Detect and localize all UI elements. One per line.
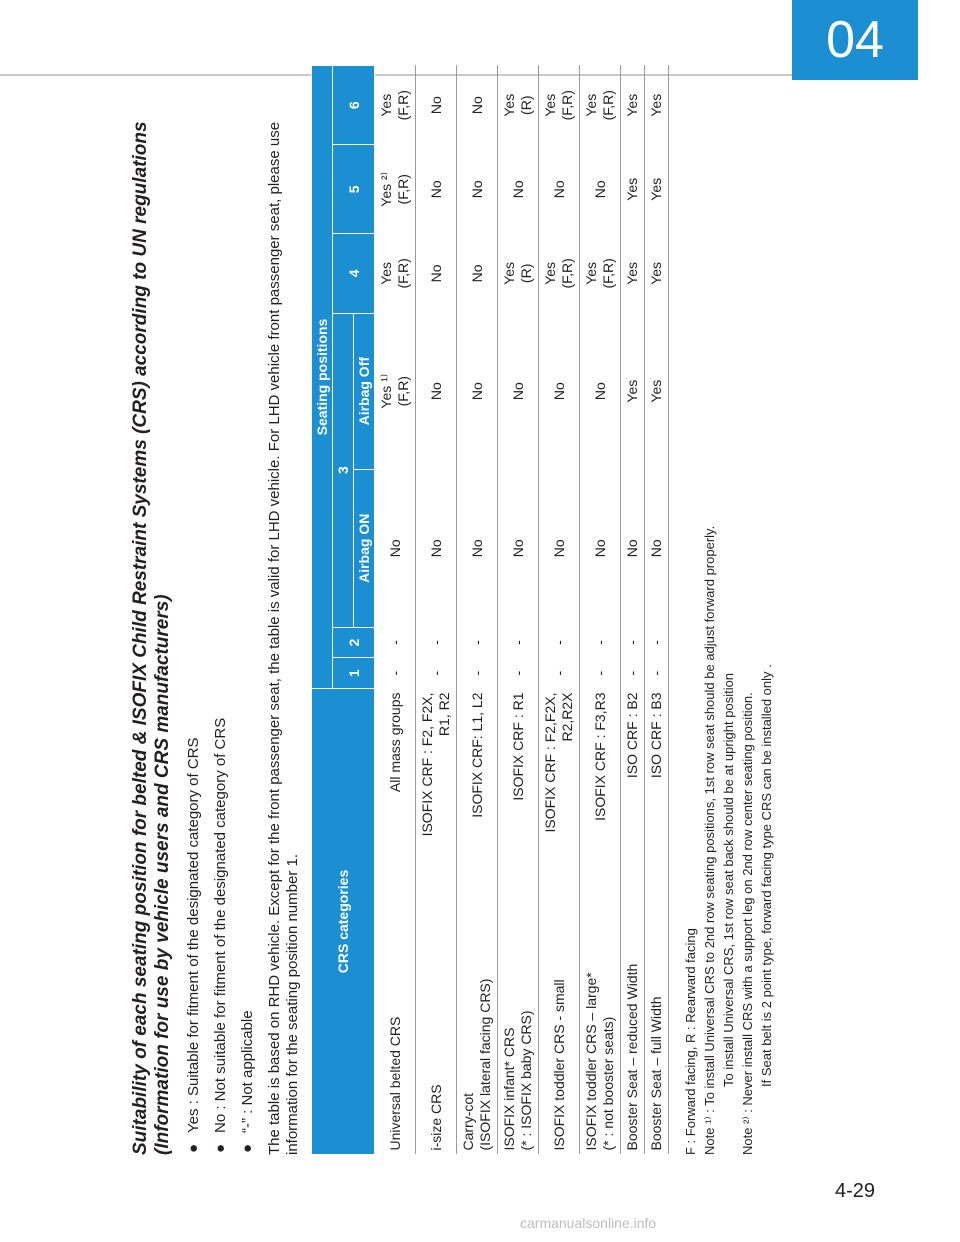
row-class: ISOFIX CRF : R1 [498, 689, 539, 903]
cell-pos-3-airbag-on: No [580, 469, 621, 627]
cell-pos-3-airbag-on: No [621, 469, 645, 627]
bullet-icon: ● [239, 1143, 256, 1153]
cell-pos-1: - [375, 658, 416, 689]
cell-pos-1: - [498, 658, 539, 689]
table-body [375, 66, 669, 1155]
row-category: ISOFIX infant* CRS (* : ISOFIX baby CRS) [498, 903, 539, 1155]
section-title: Suitability of each seating position for belted & ISOFIX Child Restraint Systems (CRS) according to UN regulations (Information for use by vehicle users and CRS manufacturers) [130, 121, 173, 1155]
cell-pos-2: - [375, 627, 416, 658]
cell-pos-5: Yes [621, 145, 645, 234]
cell-pos-3-airbag-off: No [416, 313, 457, 469]
cell-pos-2: - [621, 627, 645, 658]
cell-pos-2: - [416, 627, 457, 658]
note-2-continued: If Seat belt is 2 point type, forward facing type CRS can be installed only . [759, 664, 774, 1087]
cell-pos-6: Yes (F,R) [375, 66, 416, 145]
cell-pos-5: Yes [645, 145, 669, 234]
table-row [621, 66, 645, 1155]
row-class: ISO CRF : B3 [645, 689, 669, 903]
legend-item: ● “-” : Not applicable [234, 65, 261, 1155]
crs-table [311, 65, 669, 1155]
cell-pos-4: Yes (F,R) [375, 234, 416, 313]
table-row [498, 66, 539, 1155]
rotated-content [130, 65, 860, 1155]
row-category: Booster Seat – full Width [645, 903, 669, 1155]
cell-pos-4: Yes (F,R) [580, 234, 621, 313]
cell-pos-3-airbag-off: No [539, 313, 580, 469]
watermark: carmanualsonline.info [520, 1215, 657, 1231]
cell-pos-6: Yes (R) [498, 66, 539, 145]
cell-pos-4: Yes [621, 234, 645, 313]
cell-pos-1: - [416, 658, 457, 689]
cell-pos-6: No [416, 66, 457, 145]
row-class: All mass groups [375, 689, 416, 903]
position-header: 5 [333, 145, 375, 234]
cell-pos-4: No [416, 234, 457, 313]
chapter-tab: 04 [792, 0, 918, 80]
row-class: ISOFIX CRF: L1, L2 [457, 689, 498, 903]
position-header: 3 [333, 313, 354, 627]
seating-positions-header: Seating positions [312, 66, 333, 689]
table-row [416, 66, 457, 1155]
note-2: Note ²⁾ : Never install CRS with a support leg on 2nd row center seating position. [740, 692, 755, 1155]
cell-pos-4: Yes (F,R) [539, 234, 580, 313]
row-category: i-size CRS [416, 903, 457, 1155]
position-header: 6 [333, 66, 375, 145]
cell-pos-5: No [498, 145, 539, 234]
cell-pos-5: No [457, 145, 498, 234]
row-category: ISOFIX toddler CRS – large* (* : not booster seats) [580, 903, 621, 1155]
cell-pos-3-airbag-off: No [580, 313, 621, 469]
cell-pos-4: Yes [645, 234, 669, 313]
legend-item: ● No : Not suitable for fitment of the designated category of CRS [207, 65, 234, 1155]
cell-pos-2: - [645, 627, 669, 658]
cell-pos-6: Yes (F,R) [539, 66, 580, 145]
cell-pos-3-airbag-on: No [457, 469, 498, 627]
cell-pos-4: No [457, 234, 498, 313]
cell-pos-3-airbag-off: Yes [621, 313, 645, 469]
cell-pos-2: - [539, 627, 580, 658]
bullet-icon: ● [212, 1143, 229, 1153]
cell-pos-3-airbag-on: No [645, 469, 669, 627]
cell-pos-4: Yes (R) [498, 234, 539, 313]
position-header: 1 [333, 658, 375, 689]
cell-pos-2: - [498, 627, 539, 658]
note-1: Note ¹⁾ : To install Universal CRS to 2nd row seating positions, 1st row seat should be adjust forward properly. [702, 525, 717, 1155]
cell-pos-3-airbag-on: No [375, 469, 416, 627]
crs-categories-header: CRS categories [312, 689, 375, 1155]
row-category: ISOFIX toddler CRS - small [539, 903, 580, 1155]
cell-pos-1: - [621, 658, 645, 689]
cell-pos-5: No [416, 145, 457, 234]
row-class: ISOFIX CRF : F2,F2X, R2,R2X [539, 689, 580, 903]
bullet-icon: ● [185, 1143, 202, 1153]
cell-pos-6: Yes [621, 66, 645, 145]
table-row [539, 66, 580, 1155]
cell-pos-6: Yes [645, 66, 669, 145]
cell-pos-2: - [580, 627, 621, 658]
airbag-on-header: Airbag ON [354, 469, 375, 627]
notes [681, 65, 776, 1155]
note-1-continued: To install Universal CRS, 1st row seat back should be at upright position [721, 672, 736, 1087]
cell-pos-3-airbag-off: Yes [645, 313, 669, 469]
legend-item: ● Yes : Suitable for fitment of the designated category of CRS [180, 65, 207, 1155]
row-category: Universal belted CRS [375, 903, 416, 1155]
cell-pos-6: Yes (F,R) [580, 66, 621, 145]
cell-pos-5: Yes ²⁾ (F,R) [375, 145, 416, 234]
table-row [457, 66, 498, 1155]
intro-paragraph: The table is based on RHD vehicle. Except for the front passenger seat, the table is valid for LHD vehicle. For LHD vehicle front passenger seat, please use information for the seating position number 1. [266, 121, 301, 1155]
row-category: Carry-cot (ISOFIX lateral facing CRS) [457, 903, 498, 1155]
airbag-off-header: Airbag Off [354, 313, 375, 469]
table-row [375, 66, 416, 1155]
cell-pos-5: No [580, 145, 621, 234]
cell-pos-1: - [457, 658, 498, 689]
cell-pos-1: - [645, 658, 669, 689]
cell-pos-1: - [580, 658, 621, 689]
cell-pos-1: - [539, 658, 580, 689]
cell-pos-2: - [457, 627, 498, 658]
position-header: 2 [333, 627, 375, 658]
row-class: ISO CRF : B2 [621, 689, 645, 903]
position-header: 4 [333, 234, 375, 313]
row-category: Booster Seat – reduced Width [621, 903, 645, 1155]
page-number: 4-29 [834, 1180, 876, 1202]
cell-pos-6: No [457, 66, 498, 145]
row-class: ISOFIX CRF : F3,R3 [580, 689, 621, 903]
cell-pos-3-airbag-on: No [498, 469, 539, 627]
cell-pos-3-airbag-off: Yes ¹⁾ (F,R) [375, 313, 416, 469]
row-class: ISOFIX CRF : F2, F2X, R1, R2 [416, 689, 457, 903]
table-row [645, 66, 669, 1155]
cell-pos-3-airbag-on: No [416, 469, 457, 627]
cell-pos-3-airbag-off: No [498, 313, 539, 469]
facing-legend: F : Forward facing, R : Rearward facing [683, 928, 698, 1155]
cell-pos-3-airbag-on: No [539, 469, 580, 627]
cell-pos-5: No [539, 145, 580, 234]
table-row [580, 66, 621, 1155]
cell-pos-3-airbag-off: No [457, 313, 498, 469]
